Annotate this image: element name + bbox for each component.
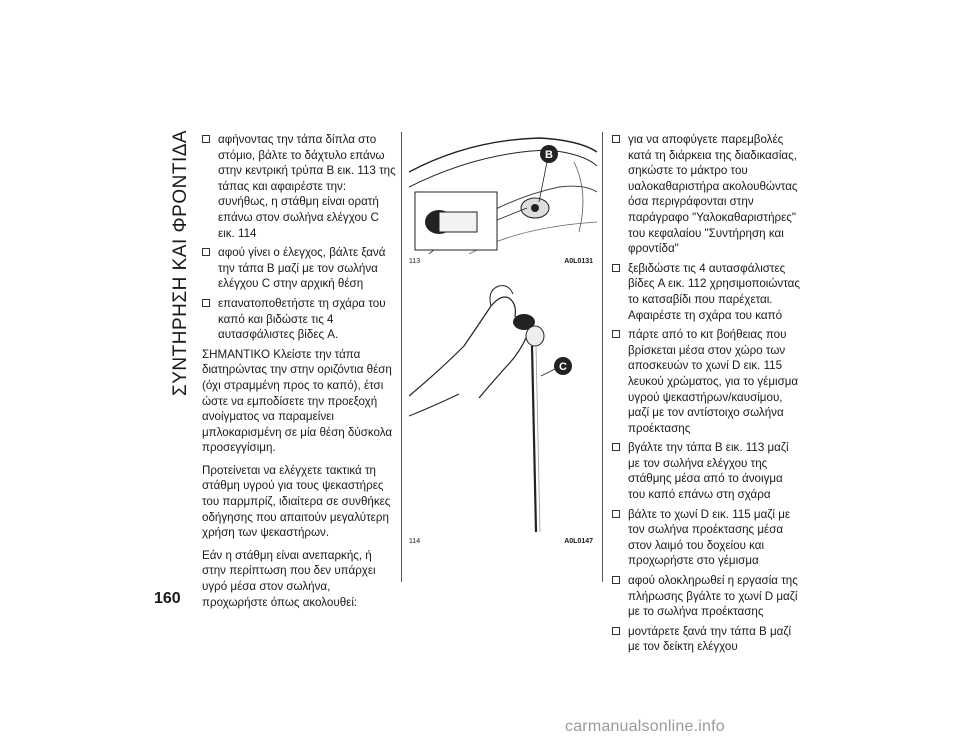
page-number: 160 [154, 590, 181, 607]
chapter-title: ΣΥΝΤΗΡΗΣΗ ΚΑΙ ΦΡΟΝΤΙΔΑ [170, 130, 191, 397]
list-item: ξεβιδώστε τις 4 αυτασφάλιστες βίδες A εικ. 112 χρησιμοποιώντας το κατσαβίδι που παρέχεται. Αφαιρέστε τη σχάρα του καπό [612, 261, 802, 323]
important-note: ΣΗΜΑΝΤΙΚΟ Κλείστε την τάπα διατηρώντας την στην οριζόντια θέση (όχι στραμμένη προς το καπό), έτσι ώστε να εμποδίσετε την προεξοχή ανοίγματος να παραμείνει μπλοκαρισμένη σε μία θέση δύσκολα προσεγγίσιμη. [202, 347, 393, 455]
right-column [612, 132, 802, 659]
list-item: επανατοποθετήστε τη σχάρα του καπό και βιδώστε τις 4 αυτασφάλιστες βίδες A. [202, 296, 398, 343]
checkbox-bullet-icon [202, 248, 210, 256]
figure-number: 113 [409, 258, 421, 265]
figure-code: A0L0147 [564, 538, 593, 545]
checkbox-bullet-icon [612, 443, 620, 451]
label-c: C [559, 361, 567, 373]
figure-number: 114 [409, 538, 421, 545]
list-item: αφού ολοκληρωθεί η εργασία της πλήρωσης βγάλτε το χωνί D μαζί με το σωλήνα προέκτασης [612, 573, 802, 620]
list-item: για να αποφύγετε παρεμβολές κατά τη διάρκεια της διαδικασίας, σηκώστε το μάκτρο του υαλοκαθαριστήρα ακολουθώντας όσα περιγράφονται στην παράγραφο "Υαλοκαθαριστήρες" του κεφαλαίου "Συντήρηση και φροντίδα" [612, 132, 802, 257]
paragraph: Εάν η στάθμη είναι ανεπαρκής, ή στην περίπτωση που δεν υπάρχει υγρό μέσα στον σωλήνα, προχωρήστε όπως ακολουθεί: [202, 548, 376, 609]
checkbox-bullet-icon [612, 264, 620, 272]
list-item: αφήνοντας την τάπα δίπλα στο στόμιο, βάλτε το δάχτυλο επάνω στην κεντρική τρύπα B εικ. 113 της τάπας και αφαιρέστε την: συνήθως, η στάθμη είναι ορατή επάνω στον σωλήνα ελέγχου C εικ. 114 [202, 132, 398, 241]
list-item: αφού γίνει ο έλεγχος, βάλτε ξανά την τάπα B μαζί με τον σωλήνα ελέγχου C στην αρχική θέση [202, 245, 398, 292]
left-column [202, 132, 398, 617]
checkbox-bullet-icon [612, 135, 620, 143]
checkbox-bullet-icon [612, 330, 620, 338]
figure-113 [409, 132, 597, 270]
checkbox-bullet-icon [612, 510, 620, 518]
list-item: μοντάρετε ξανά την τάπα B μαζί με τον δείκτη ελέγχου [612, 624, 802, 655]
list-item: βάλτε το χωνί D εικ. 115 μαζί με τον σωλήνα προέκτασης μέσα στον λαιμό του δοχείου και προχωρήστε στο γέμισμα [612, 507, 802, 569]
paragraph: Προτείνεται να ελέγχετε τακτικά τη στάθμη υγρού για τους ψεκαστήρες του παρμπρίζ, ιδιαίτερα σε συνθήκες οδήγησης που απαιτούν μεγαλύτερη χρήση των ψεκαστήρων. [202, 463, 391, 540]
column-divider-left [401, 132, 402, 582]
checkbox-bullet-icon [202, 135, 210, 143]
checkbox-bullet-icon [612, 576, 620, 584]
label-b: B [545, 149, 553, 161]
watermark: carmanualsonline.info [565, 718, 725, 735]
figure-code: A0L0131 [564, 258, 593, 265]
hood-cap-illustration [409, 132, 597, 254]
list-item: βγάλτε την τάπα B εικ. 113 μαζί με τον σωλήνα ελέγχου της στάθμης μέσα από το άνοιγμα του καπό επάνω στη σχάρα [612, 440, 802, 502]
checkbox-bullet-icon [202, 299, 210, 307]
hand-dipstick-illustration [409, 276, 597, 534]
figure-114 [409, 276, 597, 548]
column-divider-right [602, 132, 603, 582]
list-item: πάρτε από το κιτ βοήθειας που βρίσκεται μέσα στον χώρο των αποσκευών το χωνί D εικ. 115 λευκού χρώματος, για το γέμισμα υγρού ψεκαστήρων/καυσίμου, μαζί με τον αντίστοιχο σωλήνα προέκτασης [612, 327, 802, 436]
checkbox-bullet-icon [612, 627, 620, 635]
